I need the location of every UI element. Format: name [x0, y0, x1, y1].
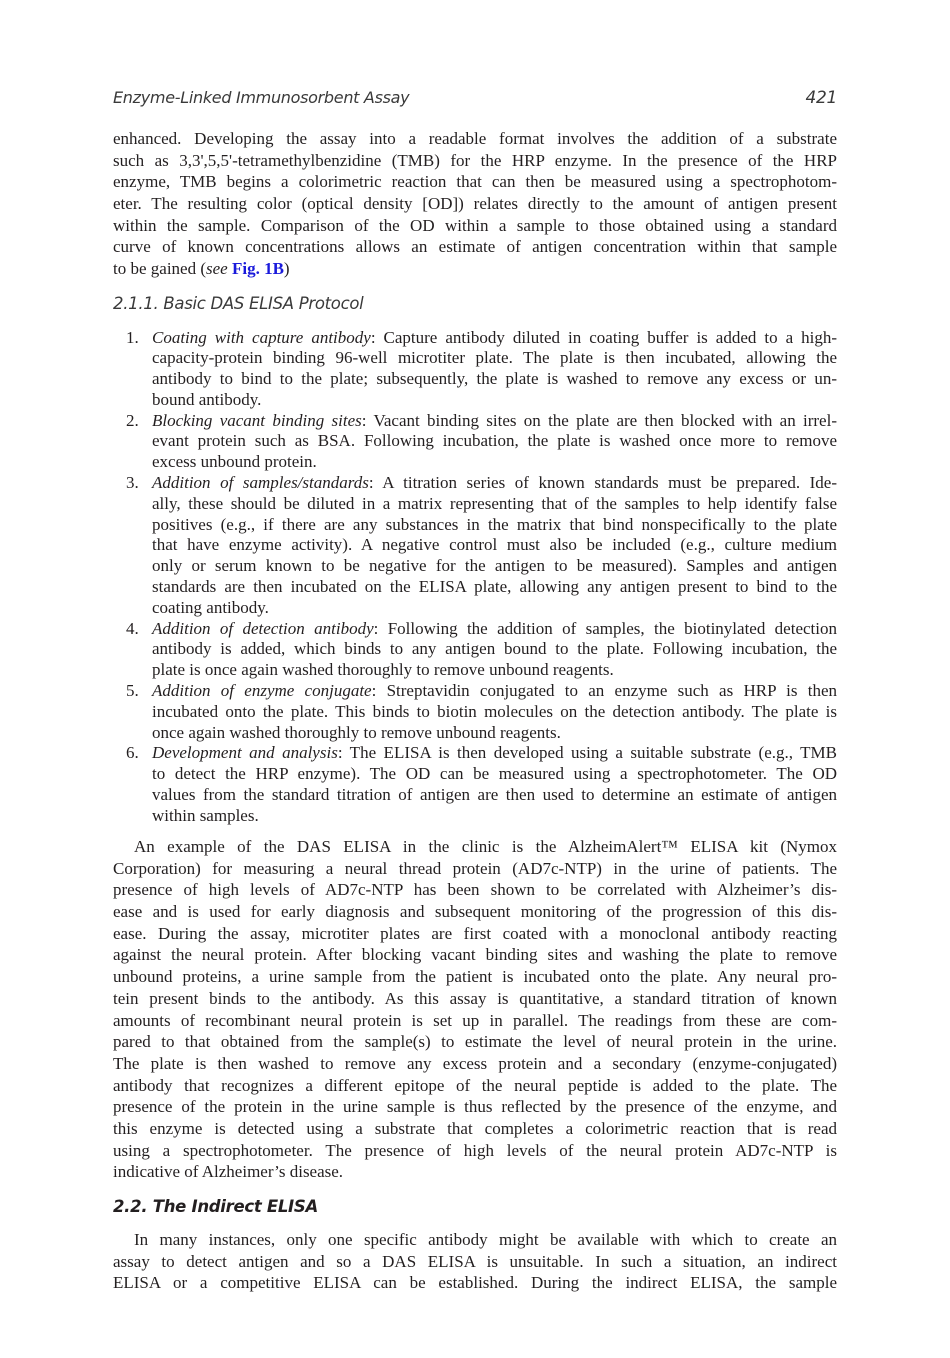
- see-text: see: [206, 259, 228, 279]
- text: : The ELISA is then developed using a suitable substrate (e.g., TMB: [337, 743, 837, 763]
- paragraph-line: amounts of recombinant neural protein is set up in parallel. The readings from these are com-: [113, 1010, 837, 1030]
- list-number: 4.: [126, 618, 139, 638]
- paragraph-line: within samples.: [152, 805, 259, 825]
- section-heading: 2.2. The Indirect ELISA: [113, 1197, 318, 1216]
- paragraph-line: [152, 411, 837, 432]
- paragraph-line: to detect the HRP enzyme). The OD can be measured using a spectrophotometer. The OD: [152, 764, 837, 784]
- paragraph-line: antibody that recognizes a different epitope of the neural peptide is added to the plate. The: [113, 1075, 837, 1095]
- paragraph-line: such as 3,3',5,5'-tetramethylbenzidine (TMB) for the HRP enzyme. In the presence of the HRP: [113, 150, 837, 170]
- paragraph-line: presence of the protein in the urine sample is thus reflected by the presence of the enzyme, and: [113, 1097, 837, 1117]
- paragraph-line: capacity-protein binding 96-well microtiter plate. The plate is then incubated, allowing the: [152, 348, 837, 368]
- subsection-heading: 2.1.1. Basic DAS ELISA Protocol: [113, 294, 364, 313]
- list-item: [113, 743, 837, 826]
- paragraph-line: bound antibody.: [152, 389, 262, 409]
- paragraph-line: incubated onto the plate. This binds to biotin molecules on the detection antibody. The plate is: [152, 701, 837, 721]
- paragraph-line: assay to detect antigen and so a DAS ELISA is unsuitable. In such a situation, an indirect: [113, 1251, 837, 1271]
- list-item: [113, 328, 837, 411]
- list-term: Blocking vacant binding sites: [152, 410, 362, 430]
- list-term: Addition of samples/standards: [152, 473, 369, 493]
- paragraph-line: [152, 328, 837, 349]
- paragraph-line: once again washed thoroughly to remove unbound reagents.: [152, 722, 561, 742]
- paragraph-line: [152, 681, 837, 702]
- text: ): [283, 259, 290, 279]
- list-item: [113, 473, 837, 619]
- paragraph-line: that have enzyme activity). A negative control must also be included (e.g., culture medium: [152, 535, 837, 555]
- paragraph-line: within the sample. Comparison of the OD within a sample to those obtained using a standard: [113, 215, 837, 235]
- page-number: 421: [805, 88, 837, 108]
- paragraph-line: [152, 473, 837, 494]
- paragraph-line: pared to that obtained from the sample(s) to estimate the level of neural protein in the urine.: [113, 1032, 837, 1052]
- paragraph-line: enhanced. Developing the assay into a readable format involves the addition of a substrate: [113, 129, 837, 148]
- paragraph-line: ease and is used for early diagnosis and subsequent monitoring of the progression of this dis-: [113, 902, 837, 922]
- paragraph-line: Corporation) for measuring a neural thread protein (AD7c-NTP) in the urine of patients. The: [113, 858, 837, 878]
- indirect-paragraph: [113, 1229, 837, 1294]
- paragraph-line: ease. During the assay, microtiter plates are first coated with a monoclonal antibody reacting: [113, 923, 837, 943]
- example-paragraph: [113, 836, 837, 1183]
- paragraph-line: In many instances, only one specific antibody might be available with which to create an: [134, 1230, 837, 1249]
- paragraph-line: [152, 743, 837, 764]
- list-item: [113, 619, 837, 681]
- paragraph-line: An example of the DAS ELISA in the clinic is the AlzheimAlert™ ELISA kit (Nymox: [134, 837, 837, 856]
- paragraph-line: eter. The resulting color (optical density [OD]) relates directly to the amount of antigen present: [113, 194, 837, 214]
- paragraph-line: ELISA or a competitive ELISA can be established. During the indirect ELISA, the sample: [113, 1273, 837, 1293]
- paragraph-line: [113, 258, 837, 280]
- paragraph-line: excess unbound protein.: [152, 452, 317, 472]
- paragraph-line: The plate is then washed to remove any excess protein and a secondary (enzyme-conjugated): [113, 1053, 837, 1073]
- list-number: 3.: [126, 473, 139, 493]
- text: : A titration series of known standards must be prepared. Ide-: [368, 473, 838, 493]
- running-header-title: Enzyme-Linked Immunosorbent Assay: [113, 88, 410, 107]
- list-number: 1.: [126, 327, 139, 347]
- list-term: Addition of enzyme conjugate: [152, 681, 372, 701]
- paragraph-line: curve of known concentrations allows an estimate of antigen concentration within that sample: [113, 237, 837, 257]
- text: : Vacant binding sites on the plate are then blocked with an irrel-: [361, 410, 837, 430]
- paragraph-line: tein present binds to the antibody. As this assay is quantitative, a standard titration of known: [113, 988, 837, 1008]
- text: : Following the addition of samples, the biotinylated detection: [373, 618, 837, 638]
- paragraph-line: antibody is added, which binds to any antigen bound to the plate. Following incubation, the: [152, 639, 837, 659]
- list-number: 5.: [126, 681, 139, 701]
- paragraph-line: antibody to bind to the plate; subsequently, the plate is washed to remove any excess or un-: [152, 369, 837, 389]
- paragraph-line: ally, these should be diluted in a matrix representing that of the samples to help identify false: [152, 493, 837, 513]
- paragraph-line: unbound proteins, a urine sample from the patient is incubated onto the plate. Any neural pro-: [113, 967, 837, 987]
- list-number: 2.: [126, 410, 139, 430]
- figure-link[interactable]: Fig. 1B: [231, 259, 284, 279]
- paragraph-line: plate is once again washed thoroughly to remove unbound reagents.: [152, 660, 614, 680]
- paragraph-line: only or serum known to be negative for the antigen to be measured). Samples and antigen: [152, 556, 837, 576]
- list-item: [113, 681, 837, 743]
- paragraph-line: evant protein such as BSA. Following incubation, the plate is washed once more to remove: [152, 431, 837, 451]
- list-term: Development and analysis: [152, 743, 338, 763]
- paragraph-line: this enzyme is detected using a substrate that completes a colorimetric reaction that is read: [113, 1118, 837, 1138]
- list-item: [113, 411, 837, 473]
- text: : Streptavidin conjugated to an enzyme such as HRP is then: [371, 681, 837, 701]
- list-term: Coating with capture antibody: [152, 327, 371, 347]
- text: to be gained (: [113, 259, 206, 279]
- paragraph-line: [152, 619, 837, 640]
- paragraph-line: indicative of Alzheimer’s disease.: [113, 1162, 344, 1182]
- text: : Capture antibody diluted in coating buffer is added to a high-: [370, 327, 837, 347]
- paragraph-line: values from the standard titration of antigen are then used to determine an estimate of antigen: [152, 785, 837, 805]
- paragraph-line: enzyme, TMB begins a colorimetric reaction that can then be measured using a spectrophotom-: [113, 172, 837, 192]
- paragraph-line: using a spectrophotometer. The presence of high levels of the neural protein AD7c-NTP is: [113, 1140, 837, 1160]
- protocol-list: [113, 328, 837, 827]
- paragraph-line: positives (e.g., if there are any substances in the matrix that bind nonspecifically to the plate: [152, 514, 837, 534]
- intro-paragraph: [113, 128, 837, 280]
- paragraph-line: standards are then incubated on the ELISA plate, allowing any antigen present to bind to the: [152, 577, 837, 597]
- paragraph-line: presence of high levels of AD7c-NTP has been shown to be correlated with Alzheimer’s dis-: [113, 880, 837, 900]
- list-number: 6.: [126, 743, 139, 763]
- paragraph-line: against the neural protein. After blocking vacant binding sites and washing the plate to remove: [113, 945, 837, 965]
- list-term: Addition of detection antibody: [152, 618, 374, 638]
- paragraph-line: coating antibody.: [152, 597, 269, 617]
